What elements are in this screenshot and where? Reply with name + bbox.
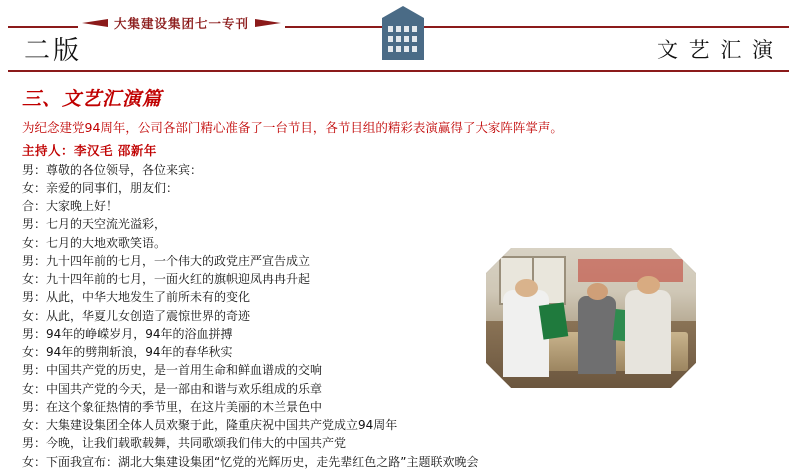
script-line-speaker: 合： xyxy=(22,199,47,214)
script-line xyxy=(22,398,492,416)
script-line-speaker: 女： xyxy=(22,454,47,469)
script-line-text: 七月的大地欢歌笑语。 xyxy=(46,235,167,250)
event-photo-frame xyxy=(486,248,696,388)
edition-label: 二版 xyxy=(24,36,83,66)
masthead-banner-text: 大集建设集团七一专刊 xyxy=(114,16,250,31)
script-line-text: 94年的劈荆斩浪，94年的春华秋实 xyxy=(46,345,233,360)
script-line xyxy=(22,161,492,179)
page-title: 三、文艺汇演篇 xyxy=(22,88,163,110)
script-line-speaker: 男： xyxy=(22,326,47,341)
photo-person-middle xyxy=(578,296,616,374)
script-line-speaker: 男： xyxy=(22,253,47,268)
photo-red-banner xyxy=(578,259,683,281)
script-line xyxy=(22,343,492,361)
script-line xyxy=(22,179,492,197)
script-line-text: 中国共产党的今天，是一部由和谐与欢乐组成的乐章 xyxy=(46,381,323,396)
masthead xyxy=(0,0,797,72)
masthead-banner xyxy=(78,14,285,32)
script-line-text: 尊敬的各位领导，各位来宾： xyxy=(46,162,203,177)
script-line xyxy=(22,416,492,434)
script-line xyxy=(22,453,492,471)
script-line-text: 在这个象征热情的季节里，在这片美丽的木兰景色中 xyxy=(46,399,323,414)
script-line-speaker: 女： xyxy=(22,345,47,360)
script-line-speaker: 男： xyxy=(22,436,47,451)
script-line-text: 中国共产党的历史，是一首用生命和鲜血谱成的交响 xyxy=(46,363,323,378)
script-line-text: 大家晚上好！ xyxy=(46,199,119,214)
script-line-speaker: 女： xyxy=(22,418,47,433)
script-line-text: 九十四年前的七月，一个伟大的政党庄严宣告成立 xyxy=(46,253,311,268)
script-line xyxy=(22,197,492,215)
script-line xyxy=(22,234,492,252)
script-line-speaker: 女： xyxy=(22,180,47,195)
script-line xyxy=(22,288,492,306)
script-line-speaker: 男： xyxy=(22,363,47,378)
banner-wing-right-icon xyxy=(255,19,281,27)
script-line xyxy=(22,252,492,270)
host-line: 主持人：李汉毛 邵新年 xyxy=(22,142,157,158)
script-line-speaker: 男： xyxy=(22,399,47,414)
script-line-speaker: 女： xyxy=(22,308,47,323)
script-line-text: 下面我宣布：湖北大集建设集团“忆党的光辉历史，走先辈红色之路”主题联欢晚会 xyxy=(46,454,479,469)
script-line-speaker: 男： xyxy=(22,290,47,305)
photo-green-folder xyxy=(538,302,568,339)
banner-wing-left-icon xyxy=(82,19,108,27)
script-line-text: 从此，华夏儿女创造了震惊世界的奇迹 xyxy=(46,308,251,323)
script-line-speaker: 女： xyxy=(22,272,47,287)
section-title: 文 艺 汇 演 xyxy=(656,38,775,62)
script-line-speaker: 男： xyxy=(22,217,47,232)
article-body xyxy=(0,72,797,471)
script-line xyxy=(22,325,492,343)
script-line-text: 94年的峥嵘岁月，94年的浴血拼搏 xyxy=(46,326,233,341)
event-photo xyxy=(486,248,696,388)
photo-person-middle-head xyxy=(587,283,608,300)
script-line xyxy=(22,270,492,288)
script-line-text: 今晚，让我们载歌载舞，共同歌颂我们伟大的中国共产党 xyxy=(46,436,347,451)
script-line xyxy=(22,215,492,233)
photo-person-right xyxy=(625,290,671,374)
script-line-text: 大集建设集团全体人员欢聚于此，隆重庆祝中国共产党成立94周年 xyxy=(46,418,398,433)
script-line-text: 九十四年前的七月，一面火红的旗帜迎凤冉冉升起 xyxy=(46,272,311,287)
script-line xyxy=(22,361,492,379)
script-lines xyxy=(22,161,492,471)
script-line-text: 从此，中华大地发生了前所未有的变化 xyxy=(46,290,251,305)
building-logo-icon xyxy=(380,4,426,62)
script-line xyxy=(22,307,492,325)
script-line-speaker: 男： xyxy=(22,162,47,177)
script-line xyxy=(22,434,492,452)
script-line-text: 亲爱的同事们，朋友们： xyxy=(46,180,179,195)
script-line-speaker: 女： xyxy=(22,235,47,250)
article-intro: 为纪念建党94周年，公司各部门精心准备了一台节目，各节目组的精彩表演赢得了大家阵阵掌声。 xyxy=(22,120,563,135)
script-line-text: 七月的天空流光溢彩， xyxy=(46,217,167,232)
script-line-speaker: 女： xyxy=(22,381,47,396)
script-line xyxy=(22,380,492,398)
